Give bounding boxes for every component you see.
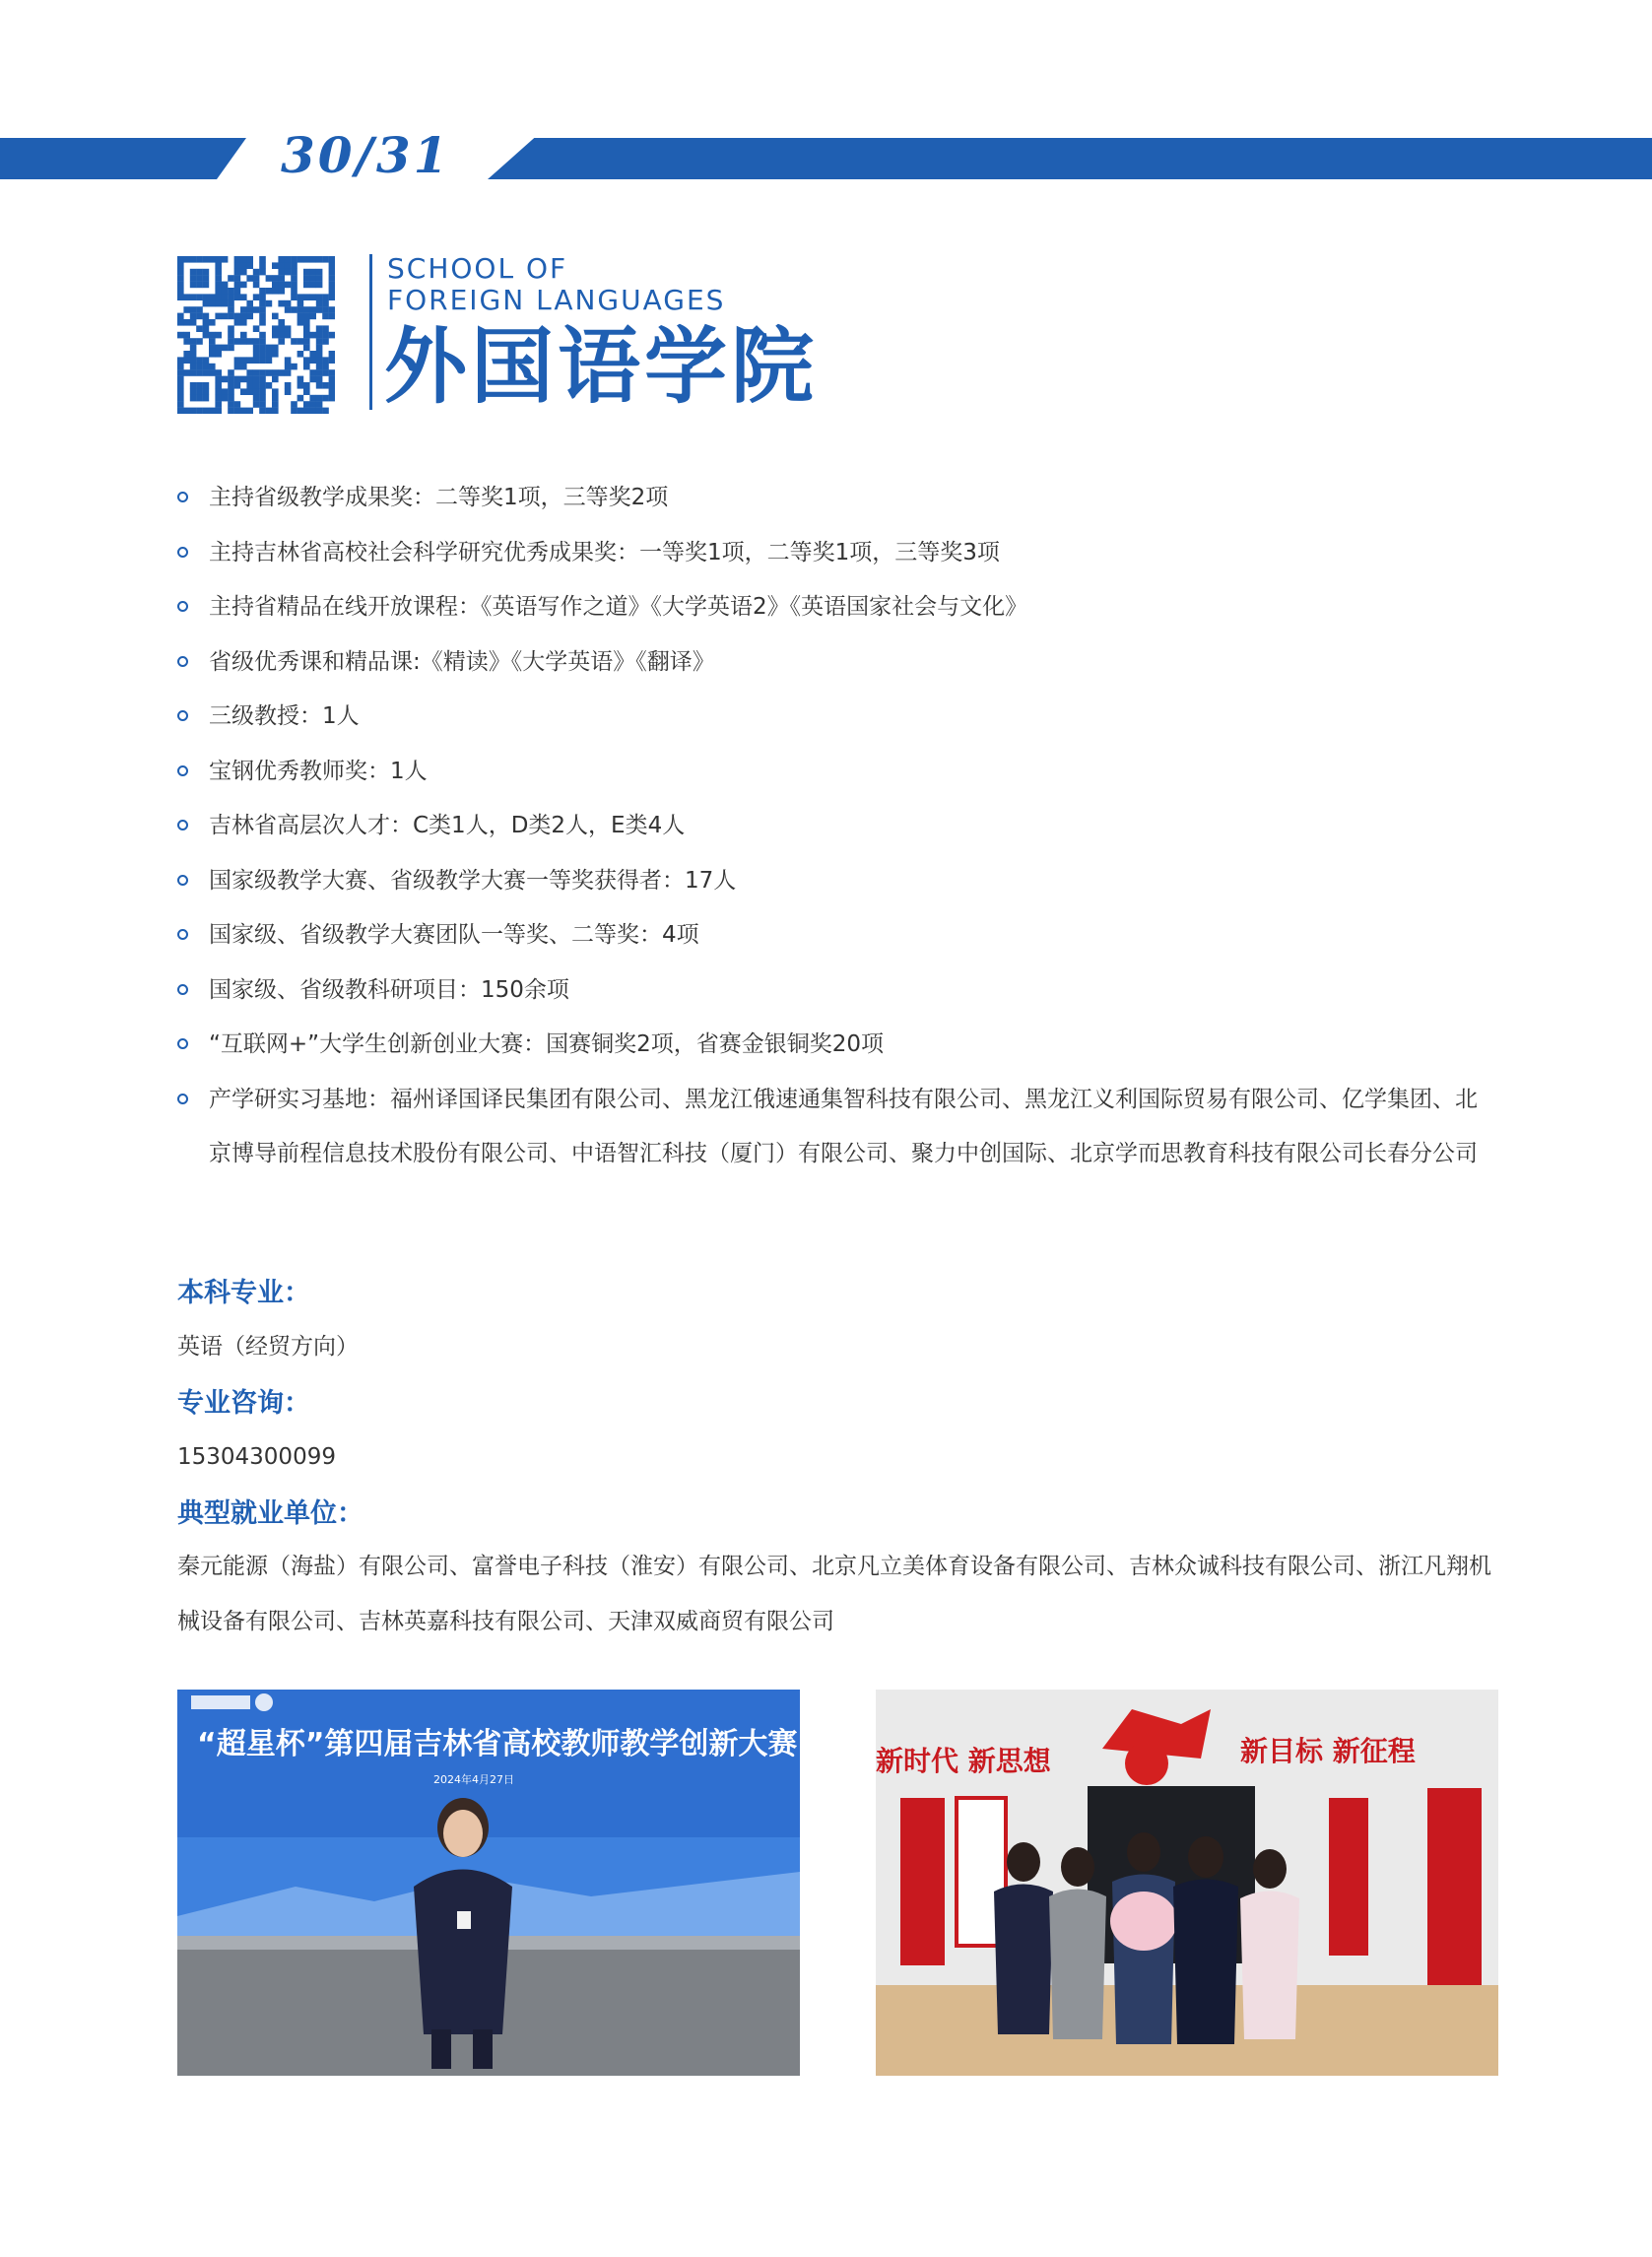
title-divider (369, 254, 372, 410)
major-heading: 本科专业： (177, 1278, 310, 1308)
photo-teaching-contest (177, 1690, 800, 2076)
header-band-right (488, 138, 1652, 179)
bullet-icon (177, 929, 188, 940)
list-item: 宝钢优秀教师奖：1人 (175, 745, 1495, 800)
consult-phone: 15304300099 (177, 1444, 336, 1470)
list-item: “互联网+”大学生创新创业大赛：国赛铜奖2项，省赛金银铜奖20项 (175, 1018, 1495, 1073)
bullet-icon (177, 601, 188, 612)
slogan-right-text: 新目标 新征程 (1240, 1735, 1416, 1767)
header-band-left (0, 138, 246, 179)
bullet-icon (177, 1038, 188, 1049)
bullet-icon (177, 492, 188, 502)
list-item: 产学研实习基地：福州译国译民集团有限公司、黑龙江俄速通集智科技有限公司、黑龙江义利国际贸易有限公司、亿学集团、北京博导前程信息技术股份有限公司、中语智汇科技（厦门）有限公司、聚力中创国际、北京学而思教育科技有限公司长春分公司 (175, 1073, 1495, 1182)
bullet-icon (177, 1094, 188, 1104)
contest-banner-text: “超星杯”第四届吉林省高校教师教学创新大赛 (197, 1727, 798, 1761)
bullet-icon (177, 547, 188, 558)
list-item: 国家级教学大赛、省级教学大赛一等奖获得者：17人 (175, 854, 1495, 909)
list-item: 省级优秀课和精品课:《精读》《大学英语》《翻译》 (175, 635, 1495, 691)
list-item: 国家级、省级教学大赛团队一等奖、二等奖：4项 (175, 908, 1495, 963)
bullet-icon (177, 765, 188, 776)
bullet-icon (177, 820, 188, 830)
employers-text: 秦元能源（海盐）有限公司、富誉电子科技（淮安）有限公司、北京凡立美体育设备有限公司、吉林众诚科技有限公司、浙江凡翔机械设备有限公司、吉林英嘉科技有限公司、天津双威商贸有限公司 (177, 1554, 1491, 1634)
employers-heading: 典型就业单位： (177, 1498, 363, 1529)
photo-group (876, 1690, 1498, 2076)
school-english-line2: FOREIGN LANGUAGES (387, 284, 726, 316)
consult-heading: 专业咨询： (177, 1388, 310, 1419)
list-item: 国家级、省级教科研项目：150余项 (175, 963, 1495, 1019)
page-number: 30/31 (281, 126, 451, 184)
list-item: 三级教授：1人 (175, 690, 1495, 745)
bullet-icon (177, 984, 188, 995)
school-english-line1: SCHOOL OF (387, 252, 568, 285)
list-item: 主持省精品在线开放课程：《英语写作之道》《大学英语2》《英语国家社会与文化》 (175, 580, 1495, 635)
qr-code-icon (177, 256, 335, 414)
slogan-left-text: 新时代 新思想 (876, 1745, 1051, 1777)
list-item: 主持省级教学成果奖：二等奖1项，三等奖2项 (175, 471, 1495, 526)
major-text: 英语（经贸方向） (177, 1334, 359, 1360)
list-item: 主持吉林省高校社会科学研究优秀成果奖：一等奖1项，二等奖1项，三等奖3项 (175, 526, 1495, 581)
list-item: 吉林省高层次人才：C类1人，D类2人，E类4人 (175, 799, 1495, 854)
bullet-icon (177, 875, 188, 886)
bullet-icon (177, 656, 188, 667)
contest-date-text: 2024年4月27日 (433, 1773, 514, 1786)
achievements-list (175, 471, 1495, 1182)
photo-group-image (876, 1690, 1498, 2076)
bullet-icon (177, 710, 188, 721)
school-chinese-name: 外国语学院 (384, 318, 819, 415)
photo-teaching-contest-image (177, 1690, 800, 2076)
